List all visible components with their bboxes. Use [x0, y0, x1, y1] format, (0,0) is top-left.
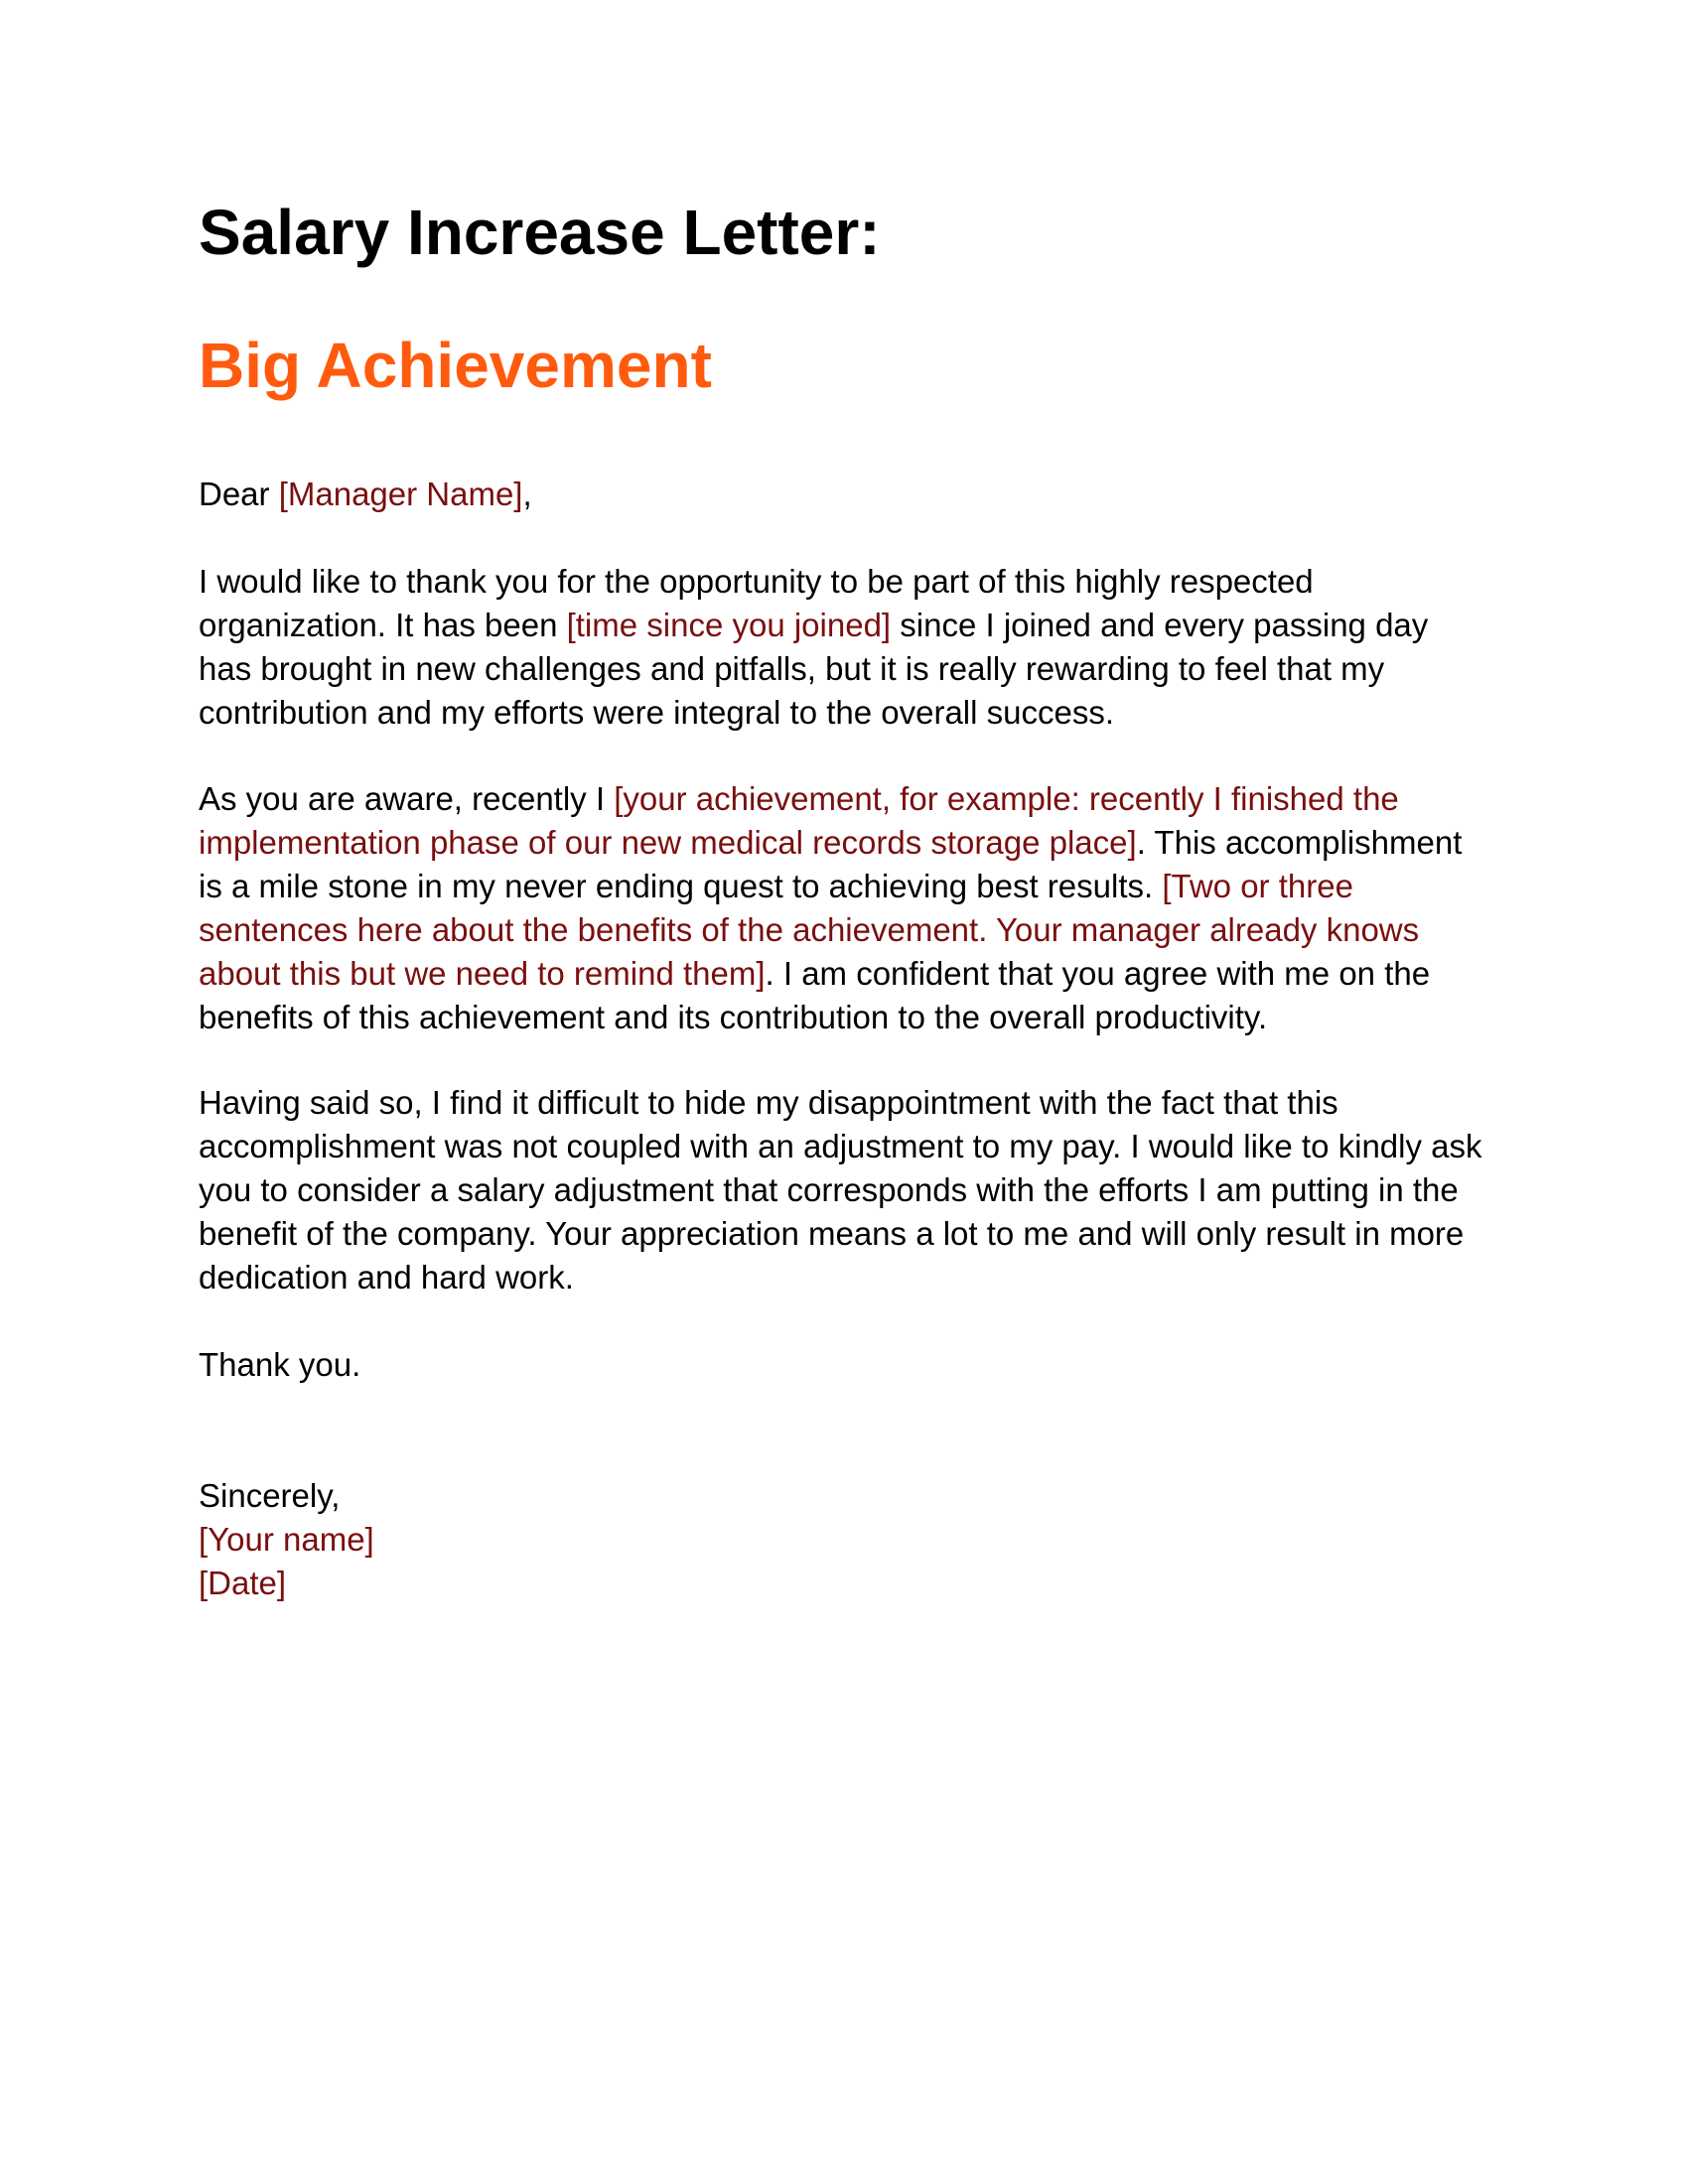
your-name-placeholder: [Your name] — [199, 1521, 374, 1558]
paragraph-thanks-opportunity — [199, 560, 1489, 735]
achievement-placeholder: [your achievement, for example: recently I finished the implementation phase of our new medical records storage place] — [199, 780, 1399, 861]
paragraph-achievement — [199, 777, 1489, 1039]
document-subtitle: Big Achievement — [199, 330, 712, 401]
paragraph1-part2: since I joined and every passing day has brought in new challenges and pitfalls, but it is really rewarding to feel that my contribution and my efforts were integral to the overall success. — [199, 607, 1429, 731]
time-since-joined-placeholder: [time since you joined] — [566, 607, 892, 643]
paragraph2-part1: As you are aware, recently I — [199, 780, 615, 817]
paragraph2-part3: . I am confident that you agree with me on the benefits of this achievement and its contribution to the overall productivity. — [199, 955, 1431, 1035]
document-title: Salary Increase Letter: — [199, 197, 881, 268]
paragraph-salary-request: Having said so, I find it difficult to hide my disappointment with the fact that this accomplishment was not coupled with an adjustment to my pay. I would like to kindly ask you to consider a salary adjustment that corresponds with the efforts I am putting in the benefit of the company. Your appreciation means a lot to me and will only result in more dedication and hard work. — [199, 1084, 1482, 1296]
thank-you-line: Thank you. — [199, 1346, 361, 1383]
paragraph2-part2: . This accomplishment is a mile stone in my never ending quest to achieving best results. — [199, 824, 1463, 904]
manager-name-placeholder: [Manager Name] — [278, 476, 523, 512]
closing-line: Sincerely, — [199, 1477, 341, 1514]
greeting-line — [199, 473, 1489, 516]
date-placeholder: [Date] — [199, 1565, 287, 1601]
signature-block — [199, 1474, 1489, 1605]
paragraph1-part1: I would like to thank you for the opportunity to be part of this highly respected organization. It has been — [199, 563, 1314, 643]
greeting-suffix: , — [522, 476, 532, 512]
benefits-placeholder: [Two or three sentences here about the benefits of the achievement. Your manager already knows about this but we need to remind them] — [199, 868, 1420, 992]
greeting-prefix: Dear — [199, 476, 279, 512]
